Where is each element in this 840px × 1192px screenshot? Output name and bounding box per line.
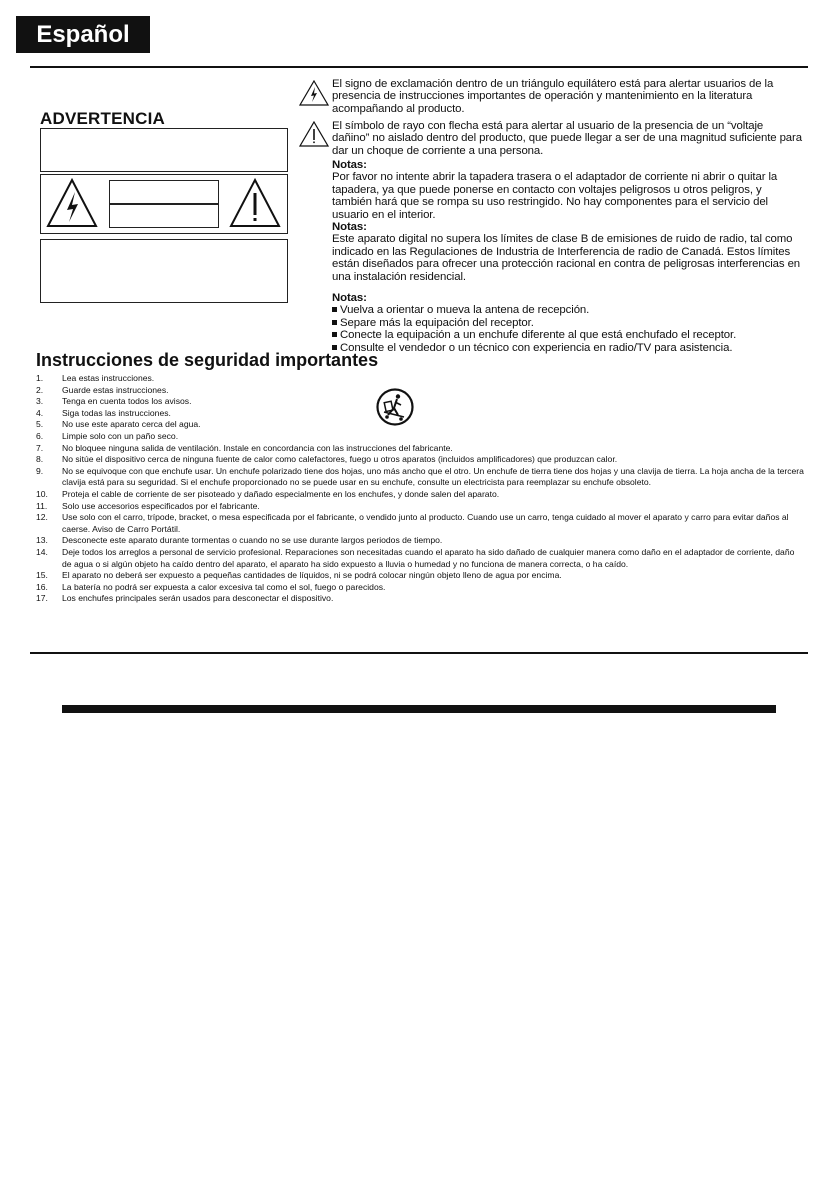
note-title: Notas: [332, 292, 367, 304]
list-item: 11. Solo use accesorios especificados por el fabricante. [36, 500, 260, 511]
list-item: 7. No bloquee ninguna salida de ventilación. Instale en concordancia con las instrucciones del fabricante. [36, 442, 453, 453]
caution-subtext-box [109, 204, 219, 228]
note-bullet: Conecte la equipación a un enchufe diferente al que está enchufado el receptor. [332, 329, 802, 341]
language-tab: Español [16, 16, 150, 53]
top-divider [30, 66, 808, 68]
list-item: 9. No se equivoque con que enchufe usar. Un enchufe polarizado tiene dos hojas, uno más ancho que el otro. Un enchufe de tierra tiene dos hojas y una clavija de tierra. La hoja ancha de la tercera clavija está para su seguridad. Si el enchufe proporcionado no se puede usar en su enchufe, consulte un electricista para reemplazar su enchufe obsoleto. [36, 465, 804, 488]
list-item: 3. Tenga en cuenta todos los avisos. [36, 396, 192, 407]
list-item: 13. Desconecte este aparato durante tormentas o cuando no se use durante largos periodos de tiempo. [36, 535, 443, 546]
list-item: 16. La batería no podrá ser expuesta a calor excesiva tal como el sol, fuego o parecidos. [36, 581, 386, 592]
list-item: 8. No sitúe el dispositivo cerca de ninguna fuente de calor como calefactores, fuego u otros aparatos (incluidos amplificadores) que produzcan calor. [36, 454, 618, 465]
safety-section-title: Instrucciones de seguridad importantes [36, 350, 379, 370]
note-text: Este aparato digital no supera los límites de clase B de emisiones de ruido de radio, tal como indicado en las Regulaciones de Industria de Interferencia de radio de Canadá. Estos límites están diseñados para ofrecer una protección racional en contra de peligrosas interferencias en una instalación residencial. [332, 233, 801, 283]
lightning-triangle-icon [45, 177, 99, 229]
note-text: Por favor no intente abrir la tapadera trasera o el adaptador de corriente ni abrir o quitar la tapadera, ya que puede ponerse en contacto con voltajes peligrosos u otros peligros, y también hará que se rompa su uso restringido. No hay componentes para el servicio del usuario en el interior. [332, 171, 778, 221]
footer-bar [62, 705, 776, 713]
list-item: 14. Deje todos los arreglos a personal de servicio profesional. Reparaciones son necesitadas cuando el aparato ha sido dañado de cualquier manera como daño en el adaptador de corriente, daño de agua o si algún objeto ha caído dentro del aparato, el aparato ha sido expuesto a lluvia o humedad y no funciona de manera correcta, o ha caído. [36, 546, 795, 569]
safety-list [36, 373, 806, 605]
list-item: 17. Los enchufes principales serán usados para desconectar el dispositivo. [36, 593, 334, 604]
note-bullet: Vuelva a orientar o mueva la antena de recepción. [332, 304, 802, 316]
list-item: 12. Use solo con el carro, trípode, bracket, o mesa especificada por el fabricante, o vendido junto al producto. Cuando use un carro, tenga cuidado al mover el aparato y carro para evitar daños al caerse. Aviso de Carro Portátil. [36, 512, 789, 534]
note-bullet: Separe más la equipación del receptor. [332, 317, 802, 329]
exclamation-triangle-icon [228, 177, 282, 229]
note-block-1 [332, 159, 802, 221]
bottom-divider [30, 652, 808, 654]
caution-label-box [109, 180, 219, 204]
list-item: 10. Proteja el cable de corriente de ser pisoteado y dañado especialmente en los enchufes, y donde salen del aparato. [36, 488, 500, 499]
exclamation-symbol-icon [299, 121, 329, 147]
list-item: 5. No use este aparato cerca del agua. [36, 419, 201, 430]
warning-box-caution [40, 128, 288, 172]
note-bullet: Consulte el vendedor o un técnico con experiencia en radio/TV para asistencia. [332, 342, 802, 354]
list-item: 2. Guarde estas instrucciones. [36, 384, 169, 395]
warning-box-text [40, 239, 288, 303]
note-title: Notas: [332, 159, 367, 171]
note-title: Notas: [332, 221, 367, 233]
note-block-2 [332, 221, 802, 283]
list-item: 15. El aparato no deberá ser expuesto a pequeñas cantidades de líquidos, ni se podrá colocar ningún objeto lleno de agua por encima. [36, 570, 562, 581]
exclamation-symbol-note: El signo de exclamación dentro de un triángulo equilátero está para alertar usuarios de la presencia de instrucciones importantes de operación y mantenimiento en la literatura acompañando al producto. [332, 78, 774, 115]
lightning-symbol-icon [299, 80, 329, 106]
list-item: 6. Limpie solo con un paño seco. [36, 430, 179, 441]
lightning-symbol-note: El símbolo de rayo con flecha está para alertar al usuario de la presencia de un “voltaje dañino” no aislado dentro del producto, que puede llegar a ser de una magnitud suficiente para dar un choque de corriente a una persona. [332, 120, 802, 157]
list-item: 4. Siga todas las instrucciones. [36, 407, 171, 418]
warning-title: ADVERTENCIA [40, 109, 165, 128]
note-block-3 [332, 292, 802, 354]
list-item: 1. Lea estas instrucciones. [36, 373, 155, 383]
